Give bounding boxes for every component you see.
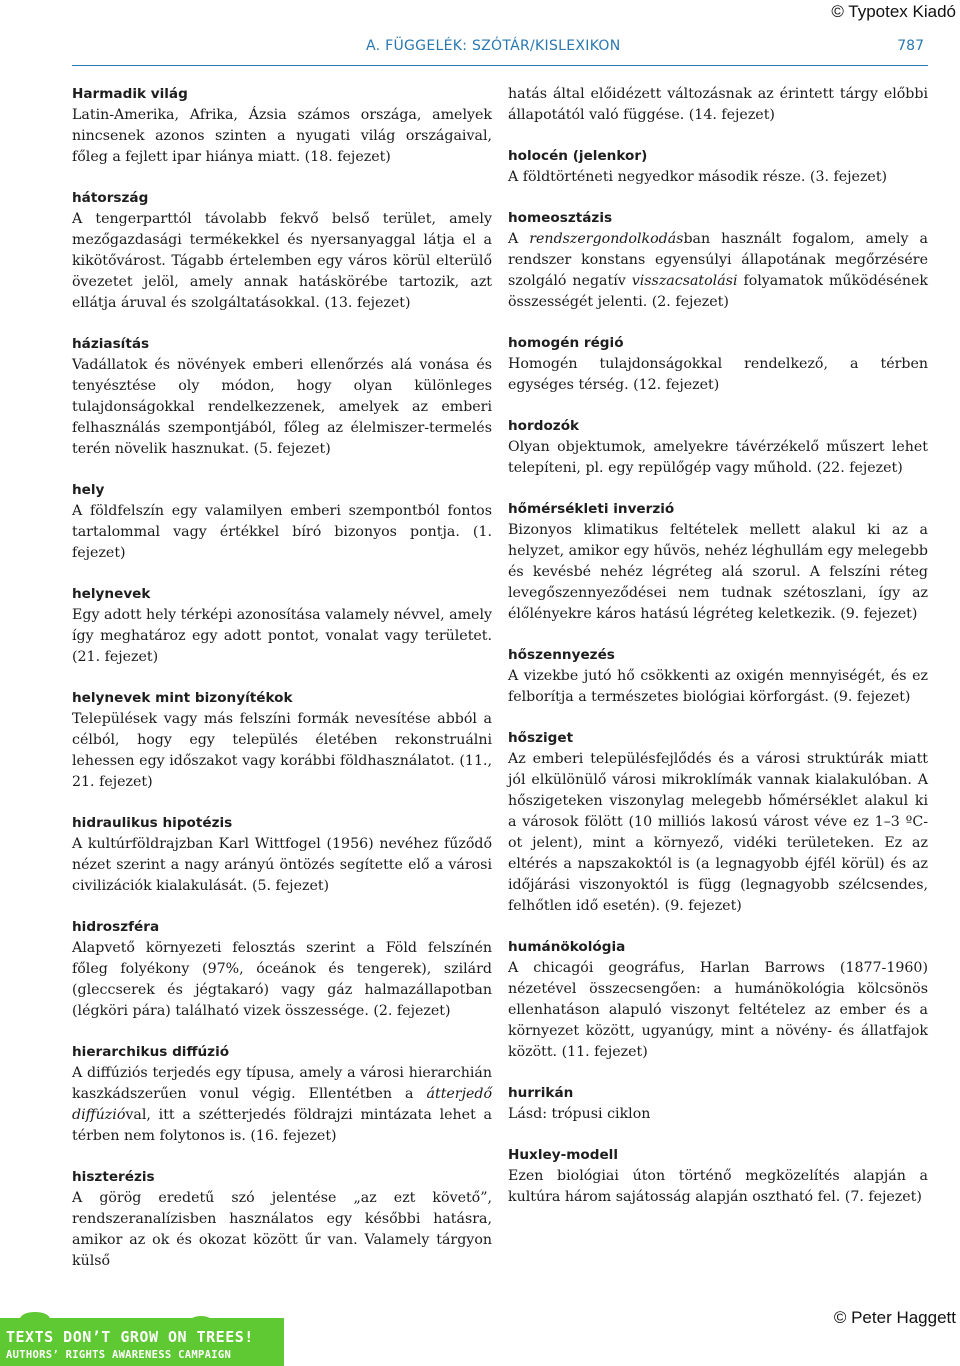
definition-text: A diffúziós terjedés egy típusa, amely a városi hierarchián kaszkádszerűen vonul végig. Ellentétben a	[72, 1065, 492, 1102]
glossary-entry	[508, 728, 928, 917]
entry-definition	[508, 229, 928, 313]
entry-term: Huxley-modell	[508, 1147, 618, 1163]
definition-term-reference: átterjedő diffúzió	[72, 1086, 492, 1123]
page-number: 787	[897, 38, 924, 54]
entry-definition: A kultúrföldrajzban Karl Wittfogel (1956) nevéhez fűződő nézet szerint a nagy arányú öntözés segítette elő a városi civilizációk kialakulását. (5. fejezet)	[72, 836, 492, 894]
entry-term: hierarchikus diffúzió	[72, 1044, 230, 1060]
entry-term: helynevek mint bizonyítékok	[72, 690, 293, 706]
entry-definition: Bizonyos klimatikus feltételek mellett alakul ki az a helyzet, amikor egy hűvös, nehéz léghullám egy melegebb és kevésbé nehéz légréteg alá szorul. A felszíni réteg levegőszennyeződései nem tudnak szétoszlani, így az élőlényekre káros hatású légréteg keletkezik. (9. fejezet)	[508, 522, 928, 622]
entry-definition: Lásd: trópusi ciklon	[508, 1106, 651, 1122]
entry-definition: Vadállatok és növények emberi ellenőrzés alá vonása és tenyésztése oly módon, hogy olyan különleges tulajdonságokkal rendelkezzenek, amelyek az emberi felhasználás szempontjából, főleg az élelmiszer-termelés terén növelik hasznukat. (5. fejezet)	[72, 357, 492, 457]
glossary-entry	[72, 813, 492, 897]
campaign-banner	[0, 1292, 284, 1366]
entry-term: hőmérsékleti inverzió	[508, 501, 675, 517]
entry-term: hely	[72, 482, 105, 498]
entry-term: hátország	[72, 190, 149, 206]
glossary-entry	[508, 499, 928, 625]
entry-definition: A chicagói geográfus, Harlan Barrows (1877-1960) nézetével összecsengően: a humánökológia kölcsönös ellenhatáson alapuló viszonyt feltételez az ember és a környezet között, ugyanúgy, mint a növény- és állatfajok között. (11. fejezet)	[508, 960, 928, 1060]
right-column	[508, 84, 928, 1228]
glossary-entry	[508, 645, 928, 708]
entry-definition: Homogén tulajdonságokkal rendelkező, a térben egységes térség. (12. fejezet)	[508, 356, 928, 393]
entry-definition: hatás által előidézett változásnak az érintett tárgy előbbi állapotától való függése. (14. fejezet)	[508, 86, 928, 123]
entry-term: Harmadik világ	[72, 86, 188, 102]
definition-term-reference: visszacsatolási	[631, 273, 738, 289]
definition-text: folyamatok működésének összességét jelenti. (2. fejezet)	[508, 273, 928, 310]
entry-definition: Olyan objektumok, amelyekre távérzékelő műszert lehet telepíteni, pl. egy repülőgép vagy műhold. (22. fejezet)	[508, 439, 928, 476]
entry-term: háziasítás	[72, 336, 150, 352]
glossary-entry	[508, 1145, 928, 1208]
entry-term: homeosztázis	[508, 210, 613, 226]
entry-definition: A vizekbe jutó hő csökkenti az oxigén mennyiségét, és ez felborítja a természetes biológiai körforgást. (9. fejezet)	[508, 668, 928, 705]
entry-definition: Települések vagy más felszíni formák nevesítése abból a célból, hogy egy település életében rekonstruálni lehessen egy időszakot vagy korábbi földhasználatot. (11., 21. fejezet)	[72, 711, 492, 790]
entry-definition: Az emberi településfejlődés és a városi struktúrák miatt jól elkülönülő városi mikroklímák vannak kialakulóban. A hőszigeteken viszonylag melegebb hőmérséklet alakul ki a városok fölött (10 milliós lakosú várost véve ez 1–3 ºC-ot jelent), mint a környező, vidéki területeken. Ez az eltérés a napszakoktól is (a legnagyobb éjfél körül) és az időjárási viszonyoktól is függ (legnagyobb szélcsendes, felhőtlen idő esetén). (9. fejezet)	[508, 751, 928, 914]
definition-text: ban használt fogalom, amely a rendszer konstans egyensúlyi állapotának megőrzésére szolgáló negatív	[508, 231, 928, 289]
entry-definition	[72, 1063, 492, 1147]
publisher-credit: © Typotex Kiadó	[831, 2, 956, 21]
entry-definition: Alapvető környezeti felosztás szerint a Föld felszínén főleg folyékony (97%, óceánok és tengerek), szilárd (gleccserek és jégtakaró) vagy gáz halmazállapotban (légköri pára) található vizek összessége. (2. fejezet)	[72, 940, 492, 1019]
campaign-subtitle: AUTHORS’ RIGHTS AWARENESS CAMPAIGN	[6, 1349, 232, 1361]
glossary-entry	[72, 84, 492, 168]
entry-definition: A földtörténeti negyedkor második része. (3. fejezet)	[508, 169, 888, 185]
glossary-entry	[508, 937, 928, 1063]
glossary-entry	[508, 333, 928, 396]
definition-text: A	[508, 231, 530, 247]
glossary-entry	[72, 917, 492, 1022]
glossary-entry	[508, 208, 928, 313]
entry-definition: A görög eredetű szó jelentése „az ezt követő”, rendszeranalízisben használatos egy későbbi hatásra, amikor az ok és okozat között űr van. Valamely tárgyon külső	[72, 1190, 492, 1269]
glossary-entry	[508, 416, 928, 479]
glossary-entry	[508, 1083, 928, 1125]
entry-term: hidraulikus hipotézis	[72, 815, 233, 831]
glossary-entry	[72, 334, 492, 460]
glossary-entry-continued	[508, 84, 928, 126]
entry-definition: Latin-Amerika, Afrika, Ázsia számos országa, amelyek nincsenek azonos szinten a nyugati világ országaival, főleg a fejlett ipar hiánya miatt. (18. fejezet)	[72, 107, 492, 165]
author-credit: © Peter Haggett	[833, 1308, 956, 1327]
header-rule	[72, 65, 928, 66]
left-column	[72, 84, 492, 1292]
definition-text: val, itt a szétterjedés földrajzi mintázata lehet a térben nem folytonos is. (16. fejezet)	[72, 1107, 492, 1144]
entry-definition: Egy adott hely térképi azonosítása valamely névvel, amely így meghatároz egy adott pontot, vonalat vagy területet. (21. fejezet)	[72, 607, 492, 665]
entry-term: hőszennyezés	[508, 647, 615, 663]
glossary-entry	[72, 1042, 492, 1147]
entry-definition: A tengerparttól távolabb fekvő belső terület, amely mezőgazdasági termékekkel és nyersanyaggal látja el a kikötővárost. Tágabb értelemben egy város körül elterülő övezetet jelöl, amely annak hatáskörébe tartozik, azt ellátja áruval és szolgáltatásokkal. (13. fejezet)	[72, 211, 492, 311]
entry-term: humánökológia	[508, 939, 626, 955]
glossary-entry	[72, 188, 492, 314]
glossary-entry	[508, 146, 928, 188]
glossary-entry	[72, 584, 492, 668]
entry-term: hordozók	[508, 418, 580, 434]
entry-term: hősziget	[508, 730, 574, 746]
entry-term: hurrikán	[508, 1085, 574, 1101]
entry-term: hidroszféra	[72, 919, 160, 935]
running-header	[72, 38, 928, 62]
entry-definition: Ezen biológiai úton történő megközelítés alapján a kultúra három sajátosság alapján osztható fel. (7. fejezet)	[508, 1168, 928, 1205]
glossary-entry	[72, 1167, 492, 1272]
entry-term: helynevek	[72, 586, 151, 602]
section-title: A. FÜGGELÉK: SZÓTÁR/KISLEXIKON	[366, 38, 621, 54]
entry-term: hiszterézis	[72, 1169, 155, 1185]
glossary-entry	[72, 480, 492, 564]
entry-term: homogén régió	[508, 335, 624, 351]
entry-term: holocén (jelenkor)	[508, 148, 648, 164]
definition-term-reference: rendszergondolkodás	[529, 231, 684, 247]
glossary-entry	[72, 688, 492, 793]
campaign-slogan: TEXTS DON’T GROW ON TREES!	[6, 1328, 254, 1346]
entry-definition: A földfelszín egy valamilyen emberi szempontból fontos tartalommal vagy értékkel bíró bizonyos pontja. (1. fejezet)	[72, 503, 492, 561]
